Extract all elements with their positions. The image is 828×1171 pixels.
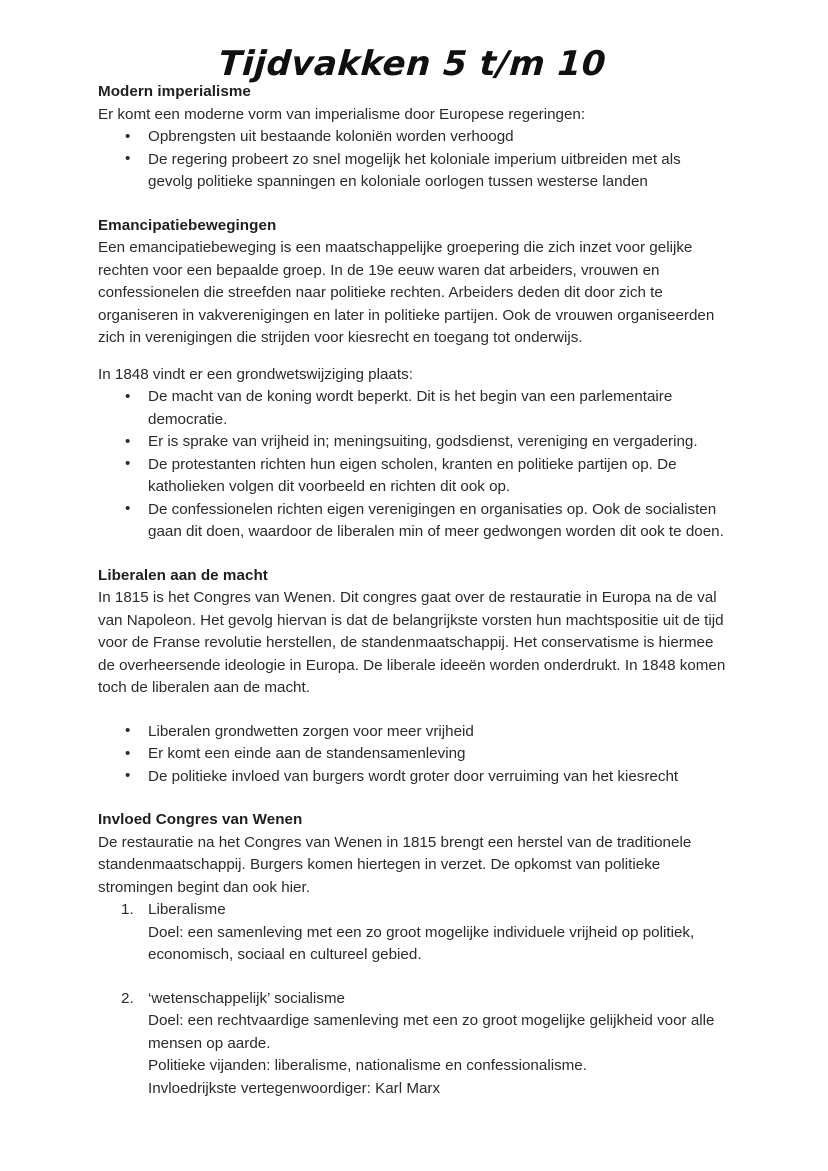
list-item: • Liberalen grondwetten zorgen voor meer vrijheid — [98, 721, 727, 744]
paragraph-spacer — [98, 700, 727, 721]
bullet-list — [98, 386, 727, 544]
section-heading: Modern imperialisme — [98, 83, 251, 100]
section-spacer — [98, 194, 727, 215]
list-item-detail: Politieke vijanden: liberalisme, nationalisme en confessionalisme. — [148, 1057, 587, 1074]
section-paragraph: De restauratie na het Congres van Wenen in 1815 brengt een herstel van de traditionele standenmaatschappij. Burgers komen hiertegen in verzet. De opkomst van politieke stromingen begint dan ook hier. — [98, 833, 696, 896]
section-spacer — [98, 788, 727, 809]
list-item: • De regering probeert zo snel mogelijk het koloniale imperium uitbreiden met als gevolg politieke spanningen en koloniale oorlogen tussen westerse landen — [98, 149, 727, 194]
section-modern-imperialisme — [98, 81, 727, 194]
list-item-detail: Doel: een rechtvaardige samenleving met een zo groot mogelijke gelijkheid voor alle mensen op aarde. — [148, 1012, 715, 1052]
section-intro: In 1848 vindt er een grondwetswijziging plaats: — [98, 365, 413, 383]
section-invloed-congres-van-wenen — [98, 809, 727, 1100]
list-item — [98, 899, 727, 967]
bullet-list — [98, 721, 727, 789]
paragraph-spacer — [98, 350, 727, 364]
list-item-detail: Doel: een samenleving met een zo groot mogelijke individuele vrijheid op politiek, economisch, sociaal en cultureel gebied. — [148, 923, 695, 963]
list-item: • Er is sprake van vrijheid in; meningsuiting, godsdienst, vereniging en vergadering. — [98, 431, 727, 454]
list-item-detail: Invloedrijkste vertegenwoordiger: Karl Marx — [148, 1079, 441, 1097]
document-body — [0, 81, 828, 1100]
section-heading: Invloed Congres van Wenen — [98, 811, 303, 828]
list-item: • De politieke invloed van burgers wordt groter door verruiming van het kiesrecht — [98, 766, 727, 789]
list-item — [98, 988, 727, 1101]
list-item-title: Liberalisme — [148, 901, 226, 918]
numbered-list — [98, 899, 727, 1100]
section-paragraph: Een emancipatiebeweging is een maatschappelijke groepering die zich inzet voor gelijke rechten voor een bepaalde groep. In de 19e eeuw waren dat arbeiders, vrouwen en confessionelen die streefden naar politieke rechten. Arbeiders deden dit door zich te organiseren in vakverenigingen en later in politieke partijen. Ook de vrouwen organiseerden zich in verenigingen die strijden voor kiesrecht en toegang tot onderwijs. — [98, 239, 719, 346]
list-item: • De confessionelen richten eigen verenigingen en organisaties op. Ook de socialisten gaan dit doen, waardoor de liberalen min of meer gedwongen worden dit ook te doen. — [98, 499, 727, 544]
list-item: • De macht van de koning wordt beperkt. Dit is het begin van een parlementaire democratie. — [98, 386, 727, 431]
section-heading: Liberalen aan de macht — [98, 566, 268, 584]
section-intro: Er komt een moderne vorm van imperialisme door Europese regeringen: — [98, 105, 586, 123]
section-spacer — [98, 544, 727, 565]
section-emancipatiebewegingen — [98, 215, 727, 544]
bullet-list — [98, 126, 727, 194]
section-heading: Emancipatiebewegingen — [98, 216, 277, 234]
list-item-title: ‘wetenschappelijk’ socialisme — [148, 989, 345, 1007]
list-item: • Er komt een einde aan de standensamenleving — [98, 743, 727, 766]
section-paragraph: In 1815 is het Congres van Wenen. Dit congres gaat over de restauratie in Europa na de val van Napoleon. Het gevolg hiervan is dat de belangrijkste vorsten hun machtspositie uit de tijd voor de Franse revolutie herstellen, de standenmaatschappij. Het conservatisme is hiermee de overheersende ideologie in Europa. De liberale ideeën worden onderdrukt. In 1848 komen toch de liberalen aan de macht. — [98, 589, 730, 696]
list-item: • De protestanten richten hun eigen scholen, kranten en politieke partijen op. De katholieken volgen dit voorbeeld en richten dit ook op. — [98, 454, 727, 499]
list-item: • Opbrengsten uit bestaande koloniën worden verhoogd — [98, 126, 727, 149]
section-liberalen-aan-de-macht — [98, 565, 730, 789]
page-title: Tijdvakken 5 t/m 10 — [217, 44, 608, 84]
